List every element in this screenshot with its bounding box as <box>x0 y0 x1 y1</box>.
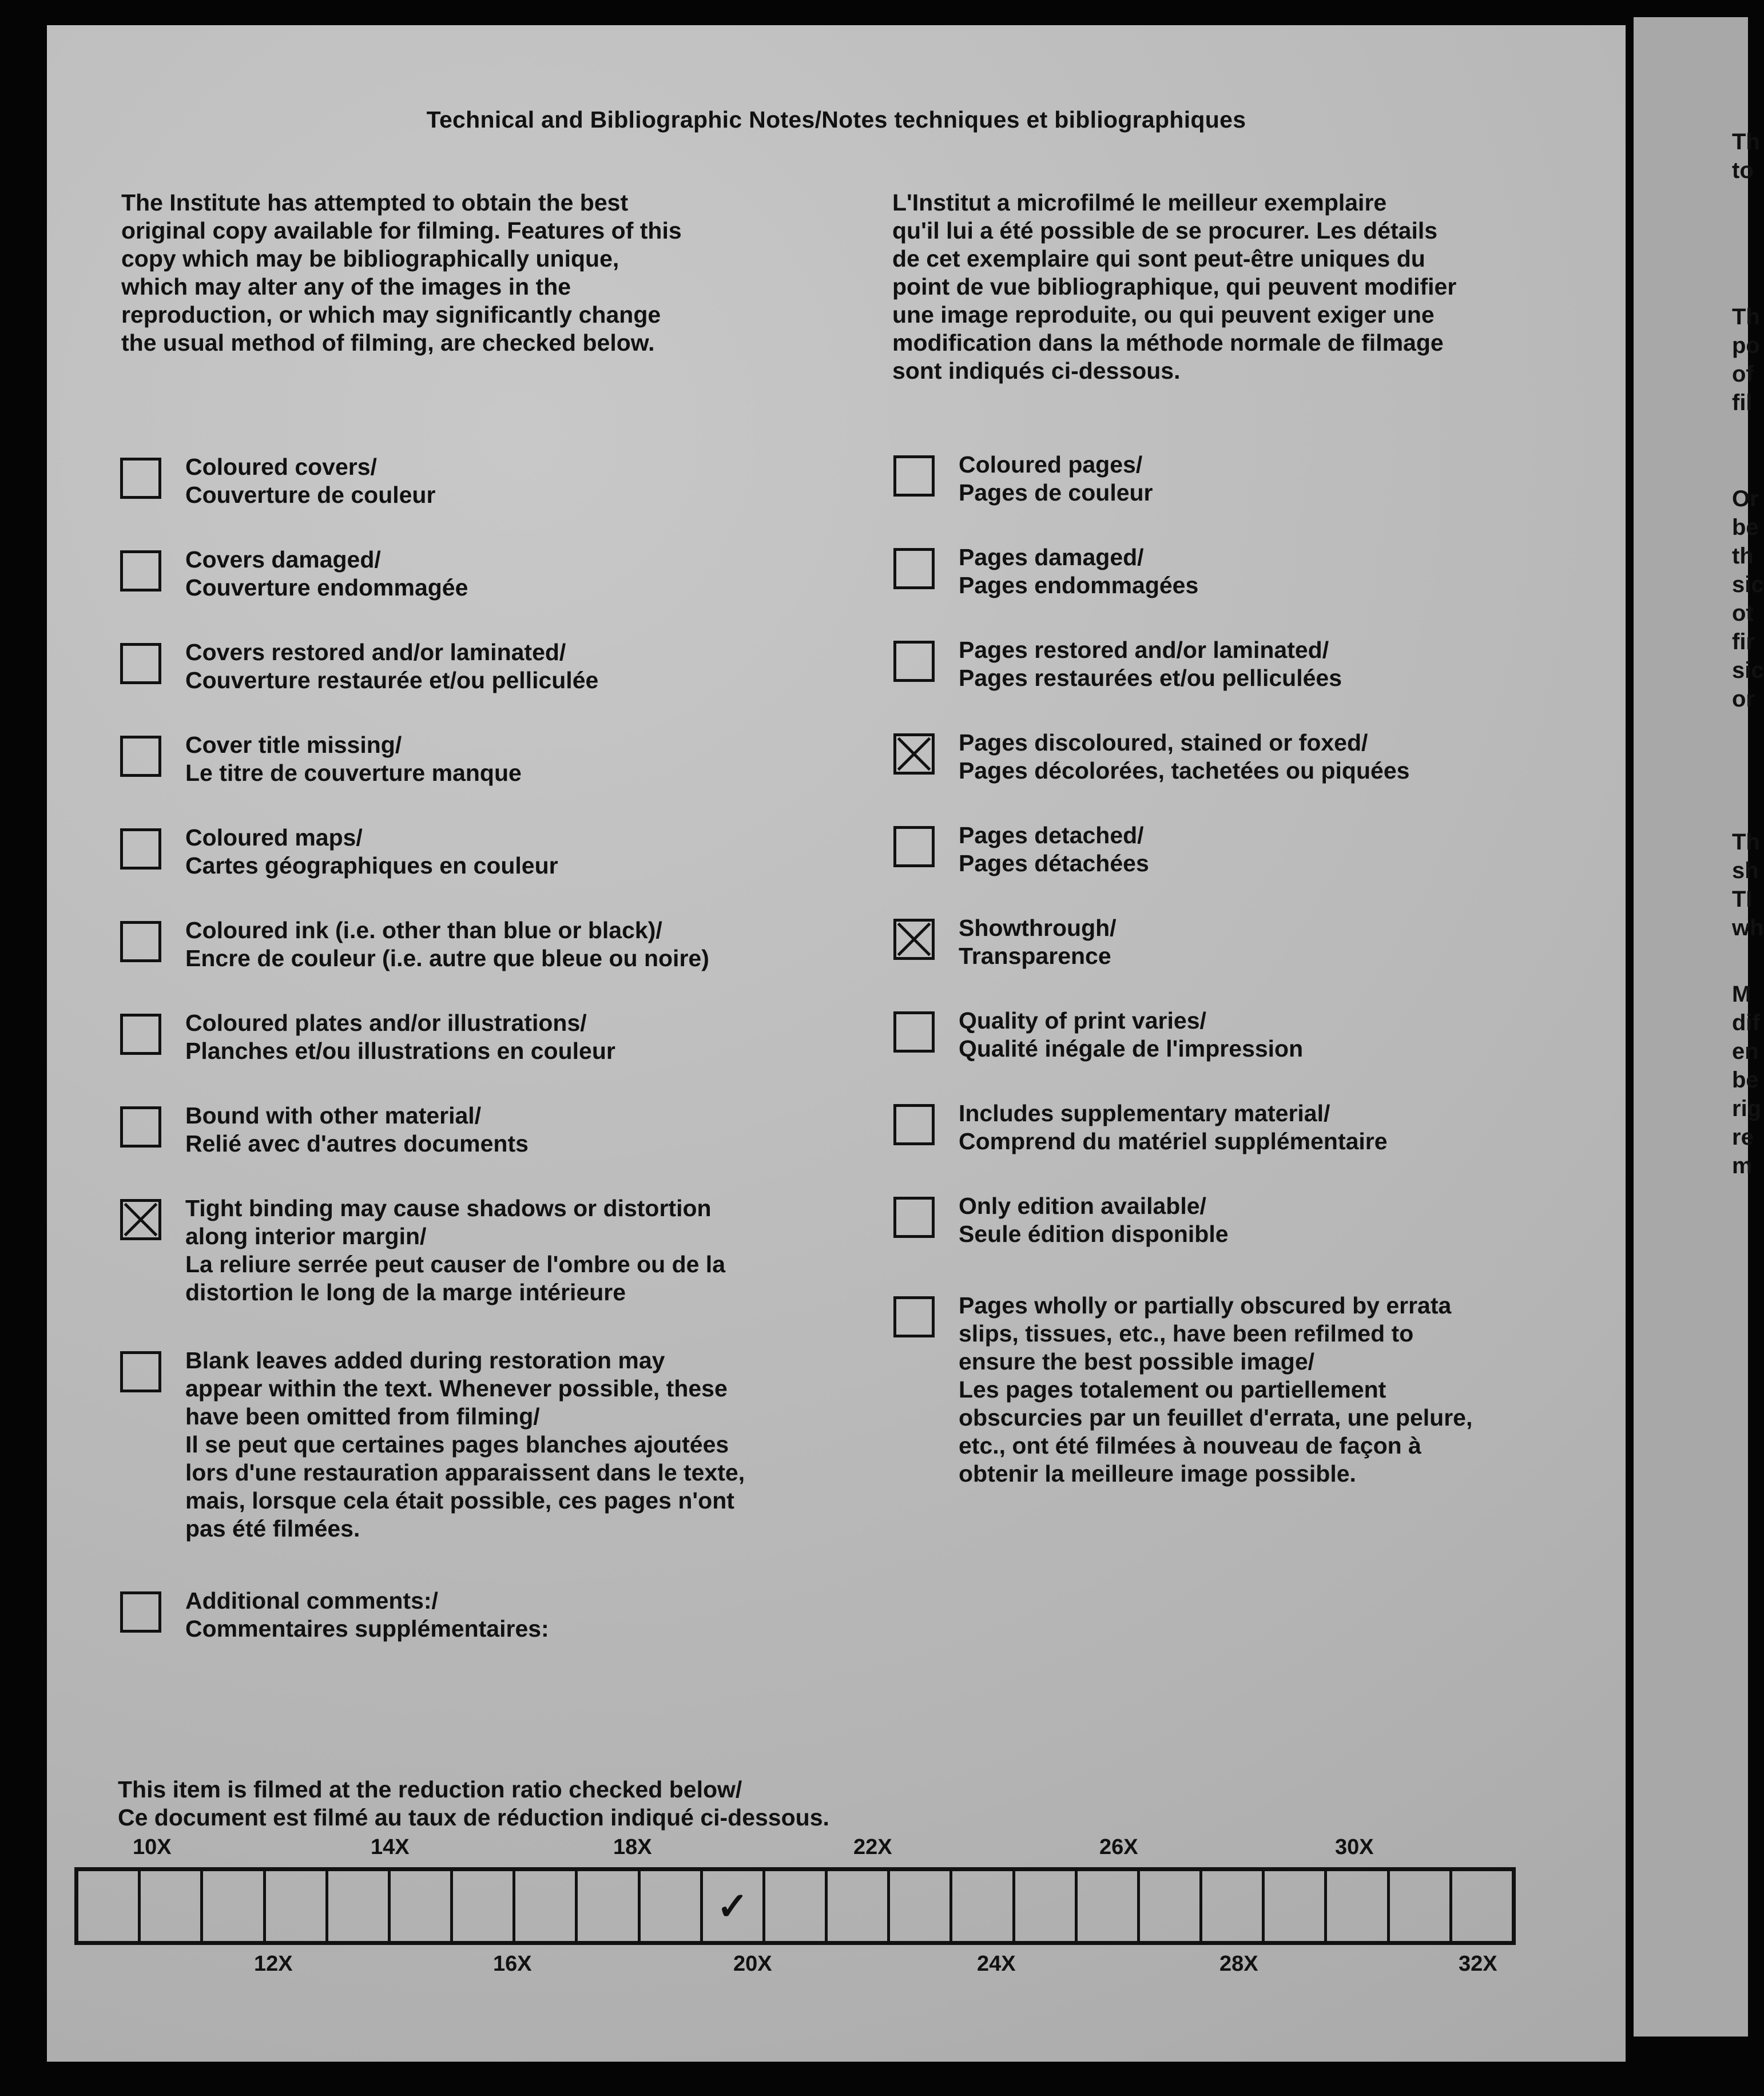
ratio-cell[interactable] <box>391 1871 453 1941</box>
adjacent-page-fragment: sic <box>1732 658 1764 683</box>
adjacent-page-fragment: sic <box>1732 572 1764 597</box>
adjacent-page <box>1634 17 1764 2037</box>
checklist-label: Coloured covers/ Couverture de couleur <box>185 454 436 508</box>
ratio-label: 28X <box>1219 1952 1258 1976</box>
checked-checkbox[interactable] <box>120 1199 161 1240</box>
ratio-cell[interactable] <box>203 1871 265 1941</box>
checkbox[interactable] <box>893 1011 935 1053</box>
checked-checkbox[interactable] <box>893 733 935 775</box>
checklist-label: Cover title missing/ Le titre de couverture manque <box>185 732 522 786</box>
adjacent-page-fragment: be <box>1732 1067 1759 1093</box>
checkbox[interactable] <box>893 548 935 589</box>
ratio-label: 22X <box>853 1835 892 1859</box>
adjacent-page-fragment: m <box>1732 1153 1753 1178</box>
adjacent-page-fragment: Or <box>1732 486 1759 511</box>
checkbox[interactable] <box>120 458 161 499</box>
checklist-label: Coloured maps/ Cartes géographiques en couleur <box>185 824 558 879</box>
checklist-label: Pages discoloured, stained or foxed/ Pages décolorées, tachetées ou piquées <box>959 729 1410 784</box>
adjacent-page-fragment: en <box>1732 1039 1759 1064</box>
checklist-label: Pages restored and/or laminated/ Pages restaurées et/ou pelliculées <box>959 637 1342 691</box>
ratio-label: 10X <box>133 1835 172 1859</box>
ratio-cell[interactable] <box>1327 1871 1389 1941</box>
adjacent-page-fragment: th <box>1732 543 1754 569</box>
ratio-cell[interactable] <box>828 1871 890 1941</box>
ratio-label: 32X <box>1459 1952 1497 1976</box>
reduction-ratio-grid <box>74 1867 1516 1945</box>
ratio-cell[interactable] <box>578 1871 640 1941</box>
ratio-cell[interactable] <box>641 1871 703 1941</box>
checkbox[interactable] <box>893 1104 935 1145</box>
ratio-cell[interactable] <box>1265 1871 1327 1941</box>
adjacent-page-fragment: fil <box>1732 390 1753 415</box>
adjacent-page-fragment: dif <box>1732 1010 1760 1035</box>
checklist-label: Coloured plates and/or illustrations/ Planches et/ou illustrations en couleur <box>185 1010 615 1064</box>
checkbox[interactable] <box>120 921 161 962</box>
checkbox[interactable] <box>893 1296 935 1337</box>
adjacent-page-fragment: rig <box>1732 1096 1762 1121</box>
ratio-cell[interactable] <box>765 1871 828 1941</box>
ratio-label: 16X <box>493 1952 532 1976</box>
page-title: Technical and Bibliographic Notes/Notes techniques et bibliographiques <box>426 106 1246 133</box>
checklist-label: Only edition available/ Seule édition disponible <box>959 1193 1229 1247</box>
adjacent-page-fragment: or <box>1732 686 1755 712</box>
checkbox[interactable] <box>120 828 161 870</box>
ratio-label: 12X <box>254 1952 293 1976</box>
adjacent-page-fragment: of <box>1732 362 1754 387</box>
checklist-label: Showthrough/ Transparence <box>959 915 1117 969</box>
adjacent-page-fragment: re <box>1732 1125 1754 1150</box>
ratio-cell[interactable] <box>328 1871 391 1941</box>
checkbox[interactable] <box>120 736 161 777</box>
ratio-cell[interactable] <box>78 1871 141 1941</box>
ratio-label: 20X <box>733 1952 772 1976</box>
checkbox[interactable] <box>120 643 161 684</box>
ratio-label: 18X <box>613 1835 652 1859</box>
checklist-label: Covers restored and/or laminated/ Couverture restaurée et/ou pelliculée <box>185 639 599 693</box>
adjacent-page-fragment: wh <box>1732 915 1764 940</box>
checkbox[interactable] <box>893 455 935 497</box>
checklist-label: Coloured ink (i.e. other than blue or black)/ Encre de couleur (i.e. autre que bleue ou noire) <box>185 917 709 971</box>
ratio-label: 24X <box>977 1952 1016 1976</box>
ratio-cell-checked[interactable] <box>703 1871 765 1941</box>
ratio-cell[interactable] <box>1140 1871 1202 1941</box>
checklist-label: Includes supplementary material/ Comprend du matériel supplémentaire <box>959 1100 1388 1154</box>
checklist-label: Pages detached/ Pages détachées <box>959 822 1149 876</box>
checklist-label: Blank leaves added during restoration may appear within the text. Whenever possible, these have been omitted from filming/ Il se peut que certaines pages blanches ajoutées lors d'une restauration apparaissent dans le texte, mais, lorsque cela était possible, ces pages n'ont pas été filmées. <box>185 1347 745 1542</box>
ratio-cell[interactable] <box>1390 1871 1452 1941</box>
checklist-label: Additional comments:/ Commentaires supplémentaires: <box>185 1587 549 1642</box>
adjacent-page-fragment: Th <box>1732 129 1760 154</box>
checkbox[interactable] <box>120 550 161 592</box>
ratio-cell[interactable] <box>952 1871 1015 1941</box>
ratio-cell[interactable] <box>1015 1871 1078 1941</box>
intro-english: The Institute has attempted to obtain the best original copy available for filming. Features of this copy which may be bibliographically unique, which may alter any of the images in the reproduction, or which may significantly change the usual method of filming, are checked below. <box>121 189 682 356</box>
ratio-cell[interactable] <box>1078 1871 1140 1941</box>
ratio-cell[interactable] <box>1202 1871 1265 1941</box>
checkbox[interactable] <box>120 1014 161 1055</box>
checkbox[interactable] <box>120 1351 161 1392</box>
checkbox[interactable] <box>893 1197 935 1238</box>
ratio-cell[interactable] <box>890 1871 952 1941</box>
checklist-label: Quality of print varies/ Qualité inégale de l'impression <box>959 1007 1304 1062</box>
ratio-cell[interactable] <box>141 1871 203 1941</box>
checklist-label: Pages damaged/ Pages endommagées <box>959 544 1199 598</box>
adjacent-page-fragment: sh <box>1732 858 1759 883</box>
adjacent-page-fragment: fir <box>1732 629 1755 654</box>
ratio-label: 14X <box>371 1835 410 1859</box>
adjacent-page-fragment: po <box>1732 333 1760 358</box>
adjacent-page-fragment: M <box>1732 982 1751 1007</box>
document-sheet <box>47 25 1626 2062</box>
reduction-ratio-text: This item is filmed at the reduction ratio checked below/ Ce document est filmé au taux de réduction indiqué ci-dessous. <box>118 1776 829 1831</box>
ratio-label: 26X <box>1099 1835 1138 1859</box>
checked-checkbox[interactable] <box>893 919 935 960</box>
checkbox[interactable] <box>893 826 935 867</box>
adjacent-page-fragment: be <box>1732 515 1759 540</box>
checklist-label: Coloured pages/ Pages de couleur <box>959 451 1153 506</box>
adjacent-page-fragment: TI <box>1732 887 1753 912</box>
checklist-label: Tight binding may cause shadows or distortion along interior margin/ La reliure serrée peut causer de l'ombre ou de la distortion le long de la marge intérieure <box>185 1195 726 1305</box>
ratio-cell[interactable] <box>266 1871 328 1941</box>
intro-french: L'Institut a microfilmé le meilleur exemplaire qu'il lui a été possible de se procurer. Les détails de cet exemplaire qui sont peut-être uniques du point de vue bibliographique, qui peuvent modifier une image reproduite, ou qui peuvent exiger une modification dans la méthode normale de filmage sont indiqués ci-dessous. <box>892 189 1457 384</box>
check-mark-icon: ✓ <box>717 1884 749 1927</box>
ratio-label: 30X <box>1335 1835 1374 1859</box>
checklist-label: Pages wholly or partially obscured by errata slips, tissues, etc., have been refilmed to ensure the best possible image/ Les pages totalement ou partiellement obscurcies par un feuillet d'errata, une pelure, etc., ont été filmées à nouveau de façon à obtenir la meilleure image possible. <box>959 1292 1473 1487</box>
checkbox[interactable] <box>120 1106 161 1148</box>
adjacent-page-fragment: Th <box>1732 304 1760 330</box>
checklist-label: Covers damaged/ Couverture endommagée <box>185 546 468 601</box>
adjacent-page-fragment: Th <box>1732 829 1760 855</box>
ratio-cell[interactable] <box>515 1871 578 1941</box>
checklist-label: Bound with other material/ Relié avec d'autres documents <box>185 1102 529 1157</box>
adjacent-page-fragment: to <box>1732 158 1754 183</box>
ratio-cell[interactable] <box>1452 1871 1512 1941</box>
checkbox[interactable] <box>893 641 935 682</box>
ratio-cell[interactable] <box>453 1871 515 1941</box>
checkbox[interactable] <box>120 1591 161 1633</box>
adjacent-page-fragment: ot <box>1732 601 1754 626</box>
